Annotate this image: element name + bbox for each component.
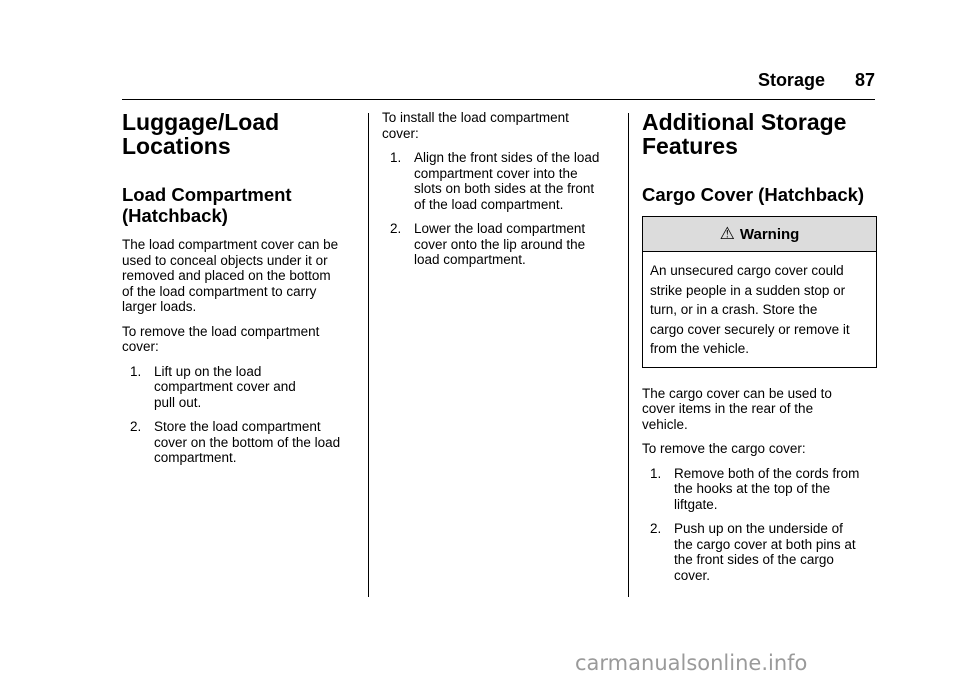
- column-divider-1: [368, 113, 369, 597]
- cargo-remove-lead: To remove the cargo cover:: [642, 441, 806, 456]
- warning-text: An unsecured cargo cover could strike people in a sudden stop or turn, or in a crash. Store the cargo cover securely or remove it from the vehicle.: [650, 263, 850, 356]
- list-item: 2. Store the load compartment cover on the bottom of the load compartment.: [130, 419, 341, 465]
- column-3: [642, 110, 877, 583]
- remove-steps-list: [122, 364, 357, 466]
- warning-header: [643, 217, 876, 252]
- list-item: 2. Lower the load compartment cover onto the lip around the load compartment.: [390, 221, 586, 267]
- heading-load-compartment: Load Compartment (Hatchback): [122, 184, 292, 226]
- install-lead: To install the load compartment cover:: [382, 110, 569, 141]
- heading-luggage-load: Luggage/Load Locations: [122, 109, 280, 159]
- header-rule: [122, 99, 875, 100]
- column-2: [382, 110, 620, 268]
- column-divider-2: [628, 113, 629, 597]
- remove-lead: To remove the load compartment cover:: [122, 323, 320, 354]
- intro-paragraph: The load compartment cover can be used to conceal objects under it or removed and placed on the bottom of the load compartment to carry larger loads.: [122, 237, 339, 314]
- list-item: 1. Remove both of the cords from the hooks at the top of the liftgate.: [650, 465, 860, 512]
- list-item: 2. Push up on the underside of the cargo cover at both pins at the front sides of the cargo cover.: [650, 521, 856, 583]
- list-item: 1. Lift up on the load compartment cover and pull out.: [130, 363, 296, 410]
- column-1: [122, 110, 357, 466]
- page-header: [122, 70, 875, 96]
- warning-title: Warning: [739, 225, 800, 243]
- cargo-steps-list: [642, 466, 877, 584]
- list-item: 1. Align the front sides of the load compartment cover into the slots on both sides at the front of the load compartment.: [390, 150, 600, 212]
- install-steps-list: [382, 150, 620, 268]
- heading-additional-storage: Additional Storage Features: [642, 109, 847, 159]
- cargo-paragraph: The cargo cover can be used to cover items in the rear of the vehicle.: [642, 385, 832, 432]
- page-number: 87: [854, 70, 875, 90]
- watermark: carmanualsonline.info: [575, 651, 808, 675]
- warning-box: [642, 216, 877, 368]
- warning-triangle-icon: ⚠: [719, 224, 735, 243]
- section-title: Storage: [757, 70, 825, 90]
- heading-cargo-cover: Cargo Cover (Hatchback): [642, 184, 865, 205]
